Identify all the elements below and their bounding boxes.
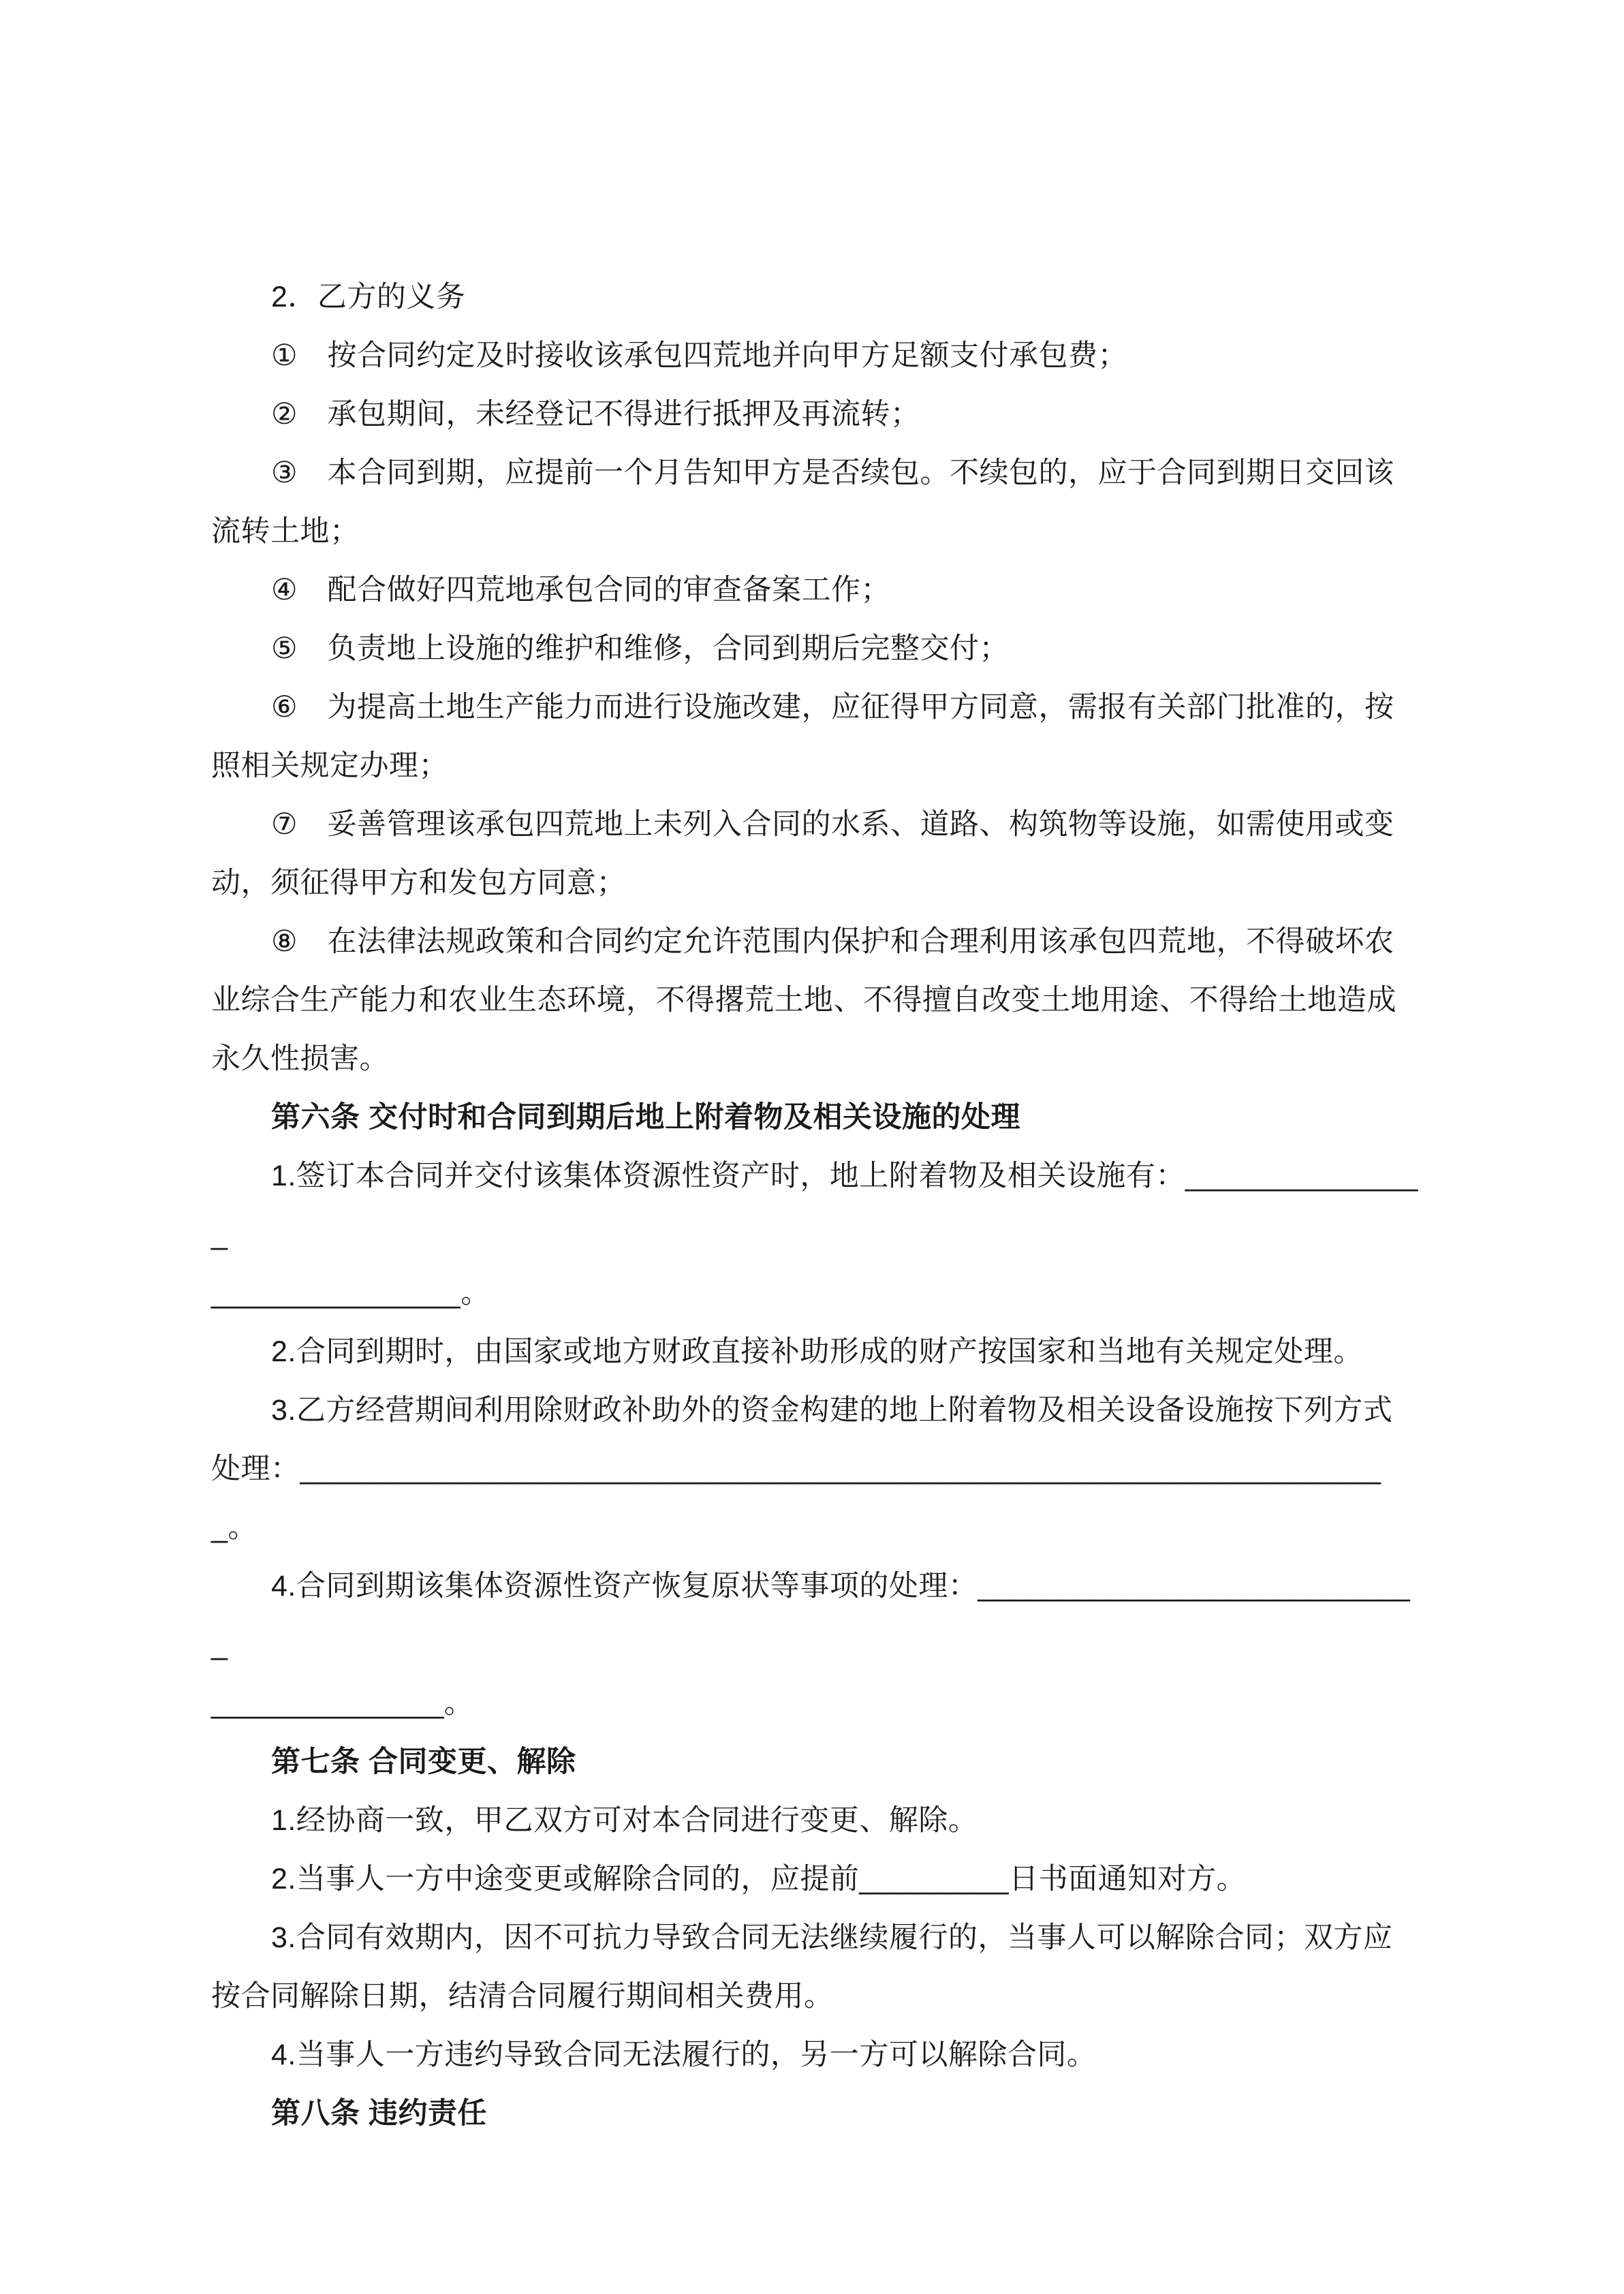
contract-line: ③ 本合同到期，应提前一个月告知甲方是否续包。不续包的，应于合同到期日交回该 (271, 456, 1394, 489)
contract-line: ______________。 (211, 1687, 474, 1720)
contract-line: ① 按合同约定及时接收该承包四荒地并向甲方足额支付承包费； (271, 339, 1128, 372)
contract-line: 2.当事人一方中途变更或解除合同的，应提前_________日书面通知对方。 (271, 1863, 1247, 1895)
contract-line: 按合同解除日期，结清合同履行期间相关费用。 (211, 1980, 834, 2013)
contract-line: 永久性损害。 (211, 1042, 389, 1075)
contract-line: 4.当事人一方违约导致合同无法履行的，另一方可以解除合同。 (271, 2039, 1097, 2071)
contract-line: 3.乙方经营期间利用除财政补助外的资金构建的地上附着物及相关设备设施按下列方式 (271, 1394, 1393, 1427)
section-heading: 第八条 违约责任 (271, 2097, 487, 2130)
contract-line: _______________。 (211, 1277, 490, 1309)
contract-body (211, 268, 1426, 2143)
contract-line: ⑦ 妥善管理该承包四荒地上未列入合同的水系、道路、构筑物等设施，如需使用或变 (271, 808, 1394, 841)
contract-line: ④ 配合做好四荒地承包合同的审查备案工作； (271, 574, 891, 606)
contract-line: 照相关规定办理； (211, 749, 448, 782)
contract-line: 流转土地； (211, 515, 360, 548)
contract-line: 4.合同到期该集体资源性资产恢复原状等事项的处理：___________________________ (211, 1570, 1411, 1661)
contract-line: ⑥ 为提高土地生产能力而进行设施改建，应征得甲方同意，需报有关部门批准的，按 (271, 691, 1394, 724)
contract-line: 处理：__________________________________________________________________。 (211, 1453, 1381, 1544)
contract-line: 3.合同有效期内，因不可抗力导致合同无法继续履行的，当事人可以解除合同；双方应 (271, 1921, 1393, 1954)
section-heading: 第六条 交付时和合同到期后地上附着物及相关设施的处理 (271, 1101, 1020, 1134)
section-heading: 第七条 合同变更、解除 (271, 1746, 576, 1778)
contract-line: ② 承包期间，未经登记不得进行抵押及再流转； (271, 398, 920, 431)
contract-line: 2．乙方的义务 (271, 281, 466, 313)
contract-line: 1.签订本合同并交付该集体资源性资产时，地上附着物及相关设施有：_______________ (211, 1160, 1418, 1251)
contract-line: ⑧ 在法律法规政策和合同约定允许范围内保护和合理利用该承包四荒地，不得破坏农 (271, 925, 1394, 958)
contract-line: 2.合同到期时，由国家或地方财政直接补助形成的财产按国家和当地有关规定处理。 (271, 1335, 1363, 1368)
contract-line: 动，须征得甲方和发包方同意； (211, 867, 626, 899)
contract-line: ⑤ 负责地上设施的维护和维修，合同到期后完整交付； (271, 632, 1010, 665)
contract-line: 1.经协商一致，甲乙双方可对本合同进行变更、解除。 (271, 1804, 978, 1837)
contract-line: 业综合生产能力和农业生态环境，不得撂荒土地、不得擅自改变土地用途、不得给土地造成 (211, 984, 1396, 1017)
